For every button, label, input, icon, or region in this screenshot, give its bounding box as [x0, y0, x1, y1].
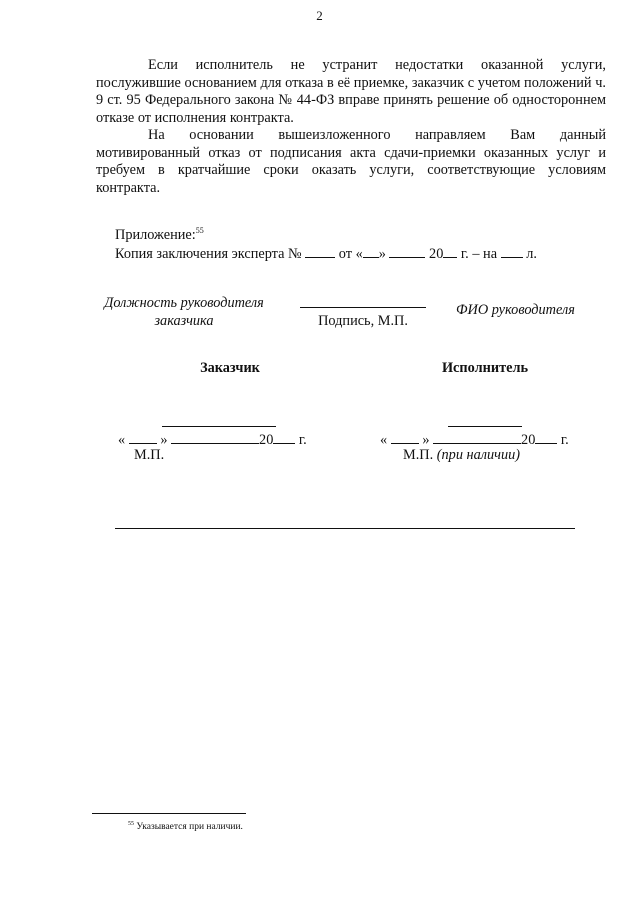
signature-caption: Подпись, М.П. [318, 313, 408, 329]
attachment-label: Приложение: [115, 227, 196, 243]
position-line-1: Должность руководителя [104, 295, 264, 311]
paragraph-refusal-conditions [96, 57, 606, 127]
paragraph-demand [96, 127, 606, 197]
year-suffix: г. [298, 432, 307, 448]
page-number: 2 [316, 8, 323, 23]
attachment-text-1: Копия заключения эксперта № [115, 246, 302, 262]
blank-sheets [501, 244, 523, 258]
attachment-line [115, 244, 537, 263]
separator-line [115, 528, 575, 529]
attachment-text-3: » [378, 246, 386, 262]
contractor-stamp-line [403, 446, 520, 464]
footnote-number: 55 [128, 820, 134, 827]
position-line-2: заказчика [154, 313, 214, 329]
attachment-text-4: 20 [429, 246, 444, 262]
contractor-signature-line [448, 426, 522, 427]
blank-year [443, 244, 457, 258]
close-quote: » [160, 432, 168, 448]
paragraph-text: На основании вышеизложенного направляем Вам данный мотивированный отказ от подписания акта сдачи-приемки оказанных услуг и требуем в кратчайшие сроки оказать услуги, соответствующие условиям контракта. [96, 127, 606, 196]
customer-stamp: М.П. [134, 447, 165, 463]
customer-signature-line [162, 426, 276, 427]
blank-month [171, 430, 259, 444]
signature-line [300, 307, 426, 308]
open-quote: « [380, 432, 388, 448]
blank-year [273, 430, 295, 444]
year-prefix: 20 [259, 432, 274, 448]
year-prefix: 20 [521, 432, 536, 448]
contractor-title: Исполнитель [441, 360, 529, 376]
attachment-text-6: л. [526, 246, 537, 262]
attachment-label-line [115, 226, 204, 244]
attachment-text-2: от « [338, 246, 363, 262]
customer-title: Заказчик [200, 360, 260, 376]
contractor-stamp-note: (при наличии) [436, 447, 521, 463]
year-suffix: г. [560, 432, 569, 448]
close-quote: » [422, 432, 430, 448]
blank-month [389, 244, 425, 258]
footnote-text: Указывается при наличии. [136, 822, 243, 832]
paragraph-text: Если исполнитель не устранит недостатки оказанной услуги, послужившие основанием для отказа в её приемке, заказчик с учетом положений ч. 9 ст. 95 Федерального закона № 44-ФЗ вправе принять решение об одностороннем отказе от исполнения контракта. [96, 57, 606, 126]
footnote [128, 821, 243, 833]
contractor-stamp: М.П. [403, 447, 434, 463]
blank-number [305, 244, 335, 258]
blank-year [535, 430, 557, 444]
blank-day [129, 430, 157, 444]
attachment-text-5: г. – на [460, 246, 498, 262]
blank-day [391, 430, 419, 444]
footnote-ref: 55 [195, 226, 204, 236]
blank-month [433, 430, 521, 444]
open-quote: « [118, 432, 126, 448]
blank-day [363, 244, 379, 258]
footnote-separator [92, 813, 246, 814]
director-name: ФИО руководителя [456, 302, 575, 318]
